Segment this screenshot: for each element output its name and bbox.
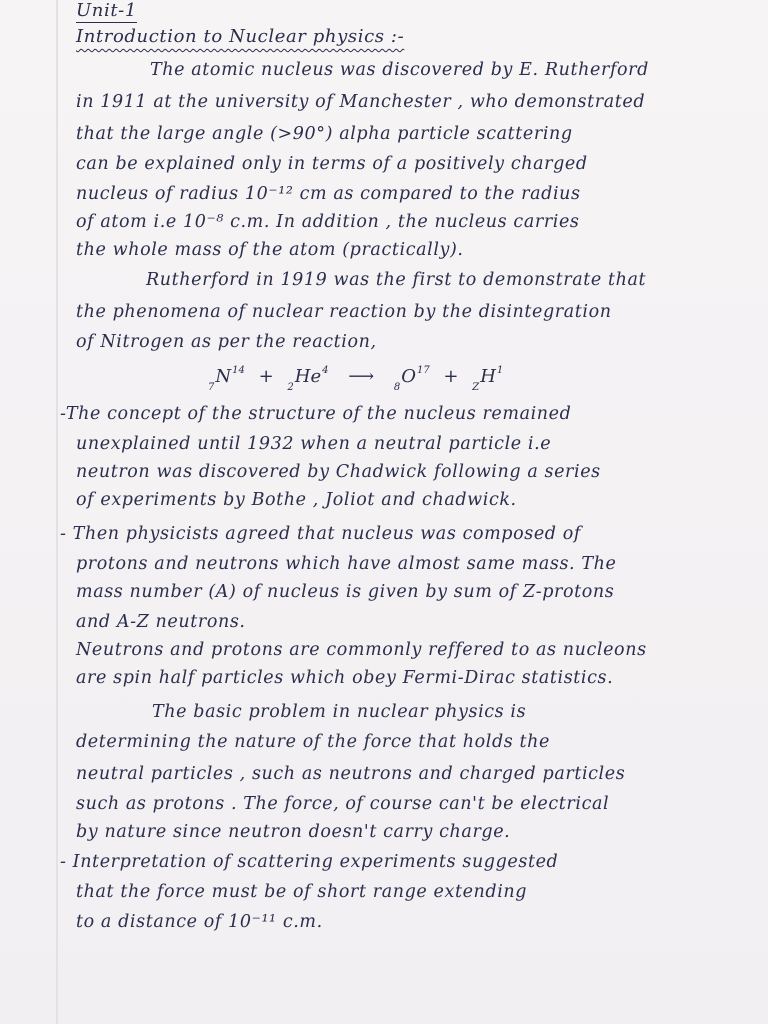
- page-title: Introduction to Nuclear physics :-: [76, 26, 405, 47]
- text-line: that the force must be of short range extending: [76, 882, 528, 902]
- text-line: Rutherford in 1919 was the first to demonstrate that: [146, 270, 647, 290]
- product-oxygen: $_8O^{17}$: [393, 365, 430, 393]
- text-line: neutral particles , such as neutrons and charged particles: [76, 764, 626, 784]
- unit-heading: Unit-1: [76, 0, 137, 21]
- text-line: that the large angle (>90°) alpha particle scattering: [76, 124, 573, 144]
- text-line: to a distance of 10⁻¹¹ c.m.: [76, 912, 323, 932]
- text-line: The basic problem in nuclear physics is: [152, 702, 527, 722]
- text-line: of Nitrogen as per the reaction,: [76, 332, 377, 352]
- text-line: and A-Z neutrons.: [76, 612, 246, 632]
- text-line: by nature since neutron doesn't carry charge.: [76, 822, 511, 842]
- text-line: in 1911 at the university of Manchester , who demonstrated: [76, 92, 646, 112]
- plus-sign: +: [258, 366, 274, 387]
- text-line: mass number (A) of nucleus is given by sum of Z-protons: [76, 582, 615, 602]
- reactant-nitrogen: $_7N^{14}$: [208, 365, 245, 393]
- nuclear-reaction-equation: [208, 366, 503, 398]
- text-line: neutron was discovered by Chadwick following a series: [76, 462, 601, 482]
- reaction-arrow: ⟶: [348, 366, 375, 387]
- text-line: determining the nature of the force that holds the: [76, 732, 550, 752]
- text-line: Neutrons and protons are commonly reffered to as nucleons: [76, 640, 647, 660]
- text-line: are spin half particles which obey Fermi-Dirac statistics.: [76, 668, 614, 688]
- text-line: the phenomena of nuclear reaction by the disintegration: [76, 302, 612, 322]
- text-line: -The concept of the structure of the nucleus remained: [60, 404, 572, 424]
- text-line: of atom i.e 10⁻⁸ c.m. In addition , the nucleus carries: [76, 212, 580, 232]
- text-line: protons and neutrons which have almost same mass. The: [76, 554, 617, 574]
- text-line: The atomic nucleus was discovered by E. Rutherford: [150, 60, 649, 80]
- product-hydrogen: $_ZH^1$: [472, 365, 504, 393]
- reactant-helium: $_2He^4$: [287, 365, 329, 393]
- text-line: nucleus of radius 10⁻¹² cm as compared to the radius: [76, 184, 581, 204]
- text-line: the whole mass of the atom (practically).: [76, 240, 464, 260]
- plus-sign: +: [443, 366, 459, 387]
- margin-line: [56, 0, 58, 1024]
- text-line: unexplained until 1932 when a neutral particle i.e: [76, 434, 552, 454]
- text-line: such as protons . The force, of course can't be electrical: [76, 794, 610, 814]
- text-line: of experiments by Bothe , Joliot and chadwick.: [76, 490, 517, 510]
- text-line: - Then physicists agreed that nucleus was composed of: [60, 524, 581, 544]
- text-line: can be explained only in terms of a positively charged: [76, 154, 588, 174]
- text-line: - Interpretation of scattering experiments suggested: [60, 852, 559, 872]
